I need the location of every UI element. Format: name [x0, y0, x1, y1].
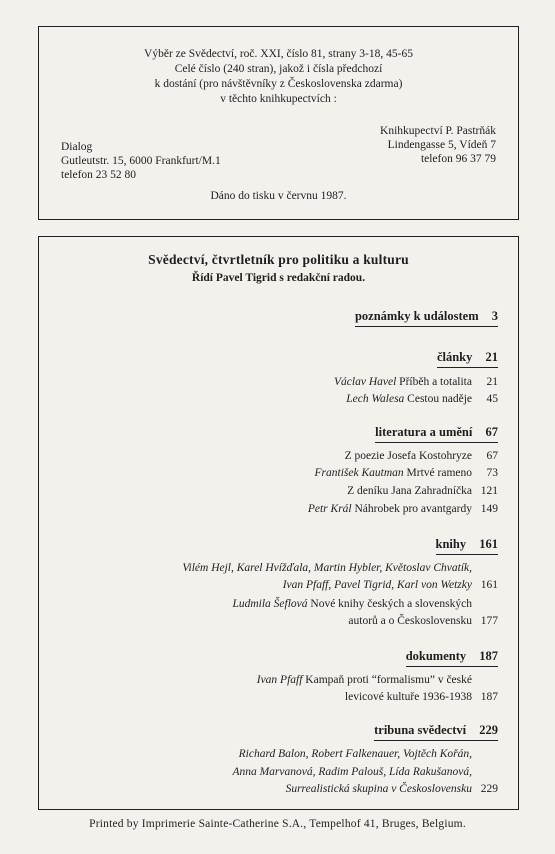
entry-title: Cestou naděje: [404, 393, 472, 405]
entry-author: Lech Walesa: [346, 393, 405, 405]
entry-page: 45: [486, 393, 498, 405]
toc-entry: [345, 690, 498, 704]
section-heading: [355, 309, 498, 327]
toc-entry: [308, 502, 498, 516]
entry-page: 187: [480, 691, 498, 703]
entry-title: Příběh a totalita: [396, 376, 472, 388]
section-page: 161: [479, 537, 498, 551]
imprint-line-3: k dostání (pro návštěvníky z Československa zdarma): [154, 78, 403, 90]
toc-entry: [334, 375, 498, 389]
toc-entry: [346, 392, 498, 406]
section-page: 67: [485, 425, 498, 439]
address-line: telefon 23 52 80: [61, 169, 137, 181]
entry-title: Z poezie Josefa Kostohryze: [344, 450, 472, 462]
section-heading: [375, 425, 498, 443]
section-rule: [375, 442, 498, 443]
entry-title: Mrtvé rameno: [403, 467, 472, 479]
section-label: tribuna svědectví: [374, 723, 467, 737]
entry-title: Z deníku Jana Zahradníčka: [347, 485, 472, 497]
toc-title: Svědectví, čtvrtletník pro politiku a kulturu: [148, 252, 409, 267]
printer-footer: Printed by Imprimerie Sainte-Catherine S.A., Tempelhof 41, Bruges, Belgium.: [89, 818, 466, 830]
address-line: Knihkupectví P. Pastrňák: [380, 125, 496, 137]
bookshop-address-left: [61, 140, 221, 182]
section-label: knihy: [435, 537, 467, 551]
entry-page: 121: [480, 485, 498, 497]
address-line: Lindengasse 5, Vídeň 7: [387, 139, 496, 151]
section-label: literatura a umění: [375, 425, 473, 439]
address-line: Dialog: [61, 141, 93, 153]
entry-author: Anna Marvanová, Radim Palouš, Lída Rakušanová,: [232, 766, 472, 778]
section-heading: [406, 649, 498, 667]
entry-page: 73: [486, 467, 498, 479]
section-heading: [436, 537, 498, 555]
toc-entry: [283, 578, 498, 592]
toc-entry: [315, 466, 498, 480]
entry-author: Ivan Pfaff, Pavel Tigrid, Karl von Wetzky: [282, 579, 472, 591]
address-line: telefon 96 37 79: [420, 153, 496, 165]
entry-author: František Kautman: [314, 467, 404, 479]
entry-title: levicové kultuře 1936-1938: [344, 691, 472, 703]
section-heading: [374, 723, 498, 741]
toc-entry: [347, 484, 498, 498]
imprint-box: [38, 26, 519, 220]
toc-entry: [232, 765, 498, 779]
toc-entry: [182, 561, 498, 575]
section-page: 187: [479, 649, 498, 663]
toc-entry: [345, 449, 498, 463]
entry-title: Náhrobek pro avantgardy: [351, 503, 472, 515]
toc-entry: [286, 782, 498, 796]
section-rule: [374, 740, 498, 741]
entry-title: Kampaň proti “formalismu” v české: [302, 674, 472, 686]
section-rule: [355, 326, 498, 327]
entry-page: 177: [480, 615, 498, 627]
entry-page: 229: [480, 783, 498, 795]
entry-author: Surrealistická skupina v Československu: [285, 783, 472, 795]
section-page: 3: [491, 309, 498, 323]
section-rule: [406, 666, 498, 667]
toc-entry: [239, 747, 498, 761]
toc-editor: Řídí Pavel Tigrid s redakční radou.: [191, 272, 366, 284]
section-label: poznámky k událostem: [354, 309, 479, 323]
toc-entry: [257, 673, 498, 687]
section-page: 21: [485, 350, 498, 364]
entry-title: Nové knihy českých a slovenských: [307, 598, 472, 610]
section-rule: [437, 367, 498, 368]
section-heading: [437, 350, 498, 368]
section-rule: [436, 554, 498, 555]
address-line: Gutleutstr. 15, 6000 Frankfurt/M.1: [61, 155, 221, 167]
entry-author: Petr Král: [307, 503, 352, 515]
section-page: 229: [479, 723, 498, 737]
entry-author: Vilém Hejl, Karel Hvížďala, Martin Hybler, Květoslav Chvatík,: [182, 562, 472, 574]
table-of-contents: [38, 236, 519, 810]
entry-page: 21: [486, 376, 498, 388]
toc-entry: [232, 597, 498, 611]
entry-page: 149: [480, 503, 498, 515]
entry-author: Václav Havel: [334, 376, 397, 388]
entry-page: 67: [486, 450, 498, 462]
imprint-line-2: Celé číslo (240 stran), jakož i čísla předchozí: [174, 63, 383, 75]
entry-author: Ludmila Šeflová: [232, 598, 308, 610]
toc-entry: [348, 614, 498, 628]
section-label: články: [436, 350, 473, 364]
imprint-line-4: v těchto knihkupectvích :: [220, 93, 337, 105]
bookshop-address-right: [380, 124, 496, 166]
entry-author: Ivan Pfaff: [256, 674, 303, 686]
section-label: dokumenty: [405, 649, 467, 663]
entry-page: 161: [480, 579, 498, 591]
entry-title: autorů a o Československu: [348, 615, 472, 627]
entry-author: Richard Balon, Robert Falkenauer, Vojtěch Kořán,: [238, 748, 472, 760]
imprint-line-1: Výběr ze Svědectví, roč. XXI, číslo 81, strany 3-18, 45-65: [144, 48, 413, 60]
print-date: Dáno do tisku v červnu 1987.: [210, 190, 347, 202]
